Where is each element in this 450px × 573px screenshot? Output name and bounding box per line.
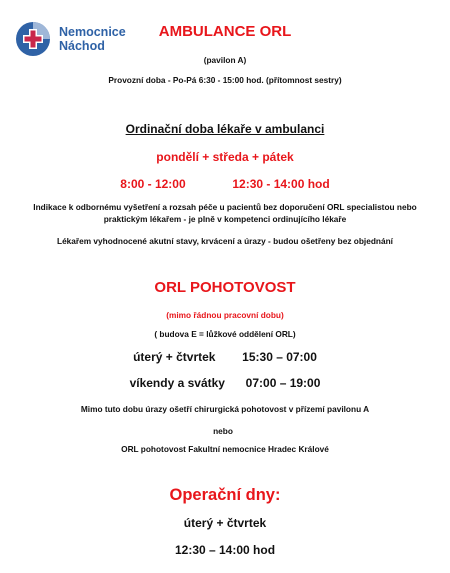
doctor-time-afternoon: 12:30 - 14:00 hod <box>232 177 330 191</box>
pavilion-note: (pavilon A) <box>203 55 247 65</box>
outside-hours-note: Mimo tuto dobu úrazy ošetří chirurgická pohotovost v přízemí pavilonu A <box>80 404 370 414</box>
emergency-weekday-days: úterý + čtvrtek <box>133 350 216 364</box>
surgery-time: 12:30 – 14:00 hod <box>174 543 276 557</box>
doctor-times <box>0 177 450 191</box>
emergency-subtitle: (mimo řádnou pracovní dobu) <box>166 310 284 320</box>
emergency-weekend-days: víkendy a svátky <box>129 376 225 390</box>
acute-note: Lékařem vyhodnocené akutní stavy, krvácení a úrazy - budou ošetřeny bez objednání <box>57 236 393 246</box>
doctor-hours-heading: Ordinační doba lékaře v ambulanci <box>125 122 325 136</box>
doctor-time-morning: 8:00 - 12:00 <box>120 177 186 191</box>
emergency-building: ( budova E = lůžkové oddělení ORL) <box>154 329 296 339</box>
doctor-days: pondělí + středa + pátek <box>156 150 294 164</box>
operating-hours: Provozní doba - Po-Pá 6:30 - 15:00 hod. (přítomnost sestry) <box>108 75 342 85</box>
emergency-weekend-time: 07:00 – 19:00 <box>245 376 321 390</box>
hradec-note: ORL pohotovost Fakultní nemocnice Hradec Králové <box>121 444 329 454</box>
emergency-weekday-row <box>0 350 450 364</box>
logo-line-1: Nemocnice <box>59 25 126 39</box>
surgery-title: Operační dny: <box>169 486 281 504</box>
logo-line-2: Náchod <box>59 39 105 53</box>
indication-note: Indikace k odbornému vyšetření a rozsah péče u pacientů bez doporučení ORL specialistou nebo praktickým lékařem - je plně v kompetenci ordinujícího lékaře <box>33 202 417 224</box>
page-title: AMBULANCE ORL <box>158 23 292 40</box>
emergency-weekday-time: 15:30 – 07:00 <box>242 350 317 364</box>
or-text: nebo <box>213 426 233 436</box>
emergency-weekend-row <box>0 376 450 390</box>
emergency-title: ORL POHOTOVOST <box>154 279 296 296</box>
surgery-days: úterý + čtvrtek <box>183 516 267 530</box>
